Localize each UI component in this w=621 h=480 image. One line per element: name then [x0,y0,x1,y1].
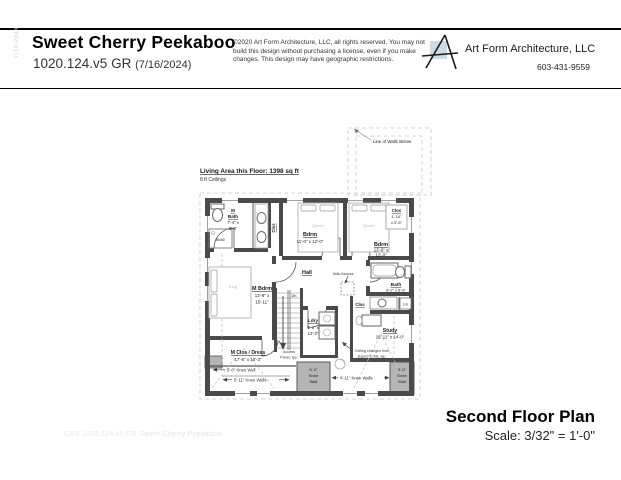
room-label-study: Study [382,328,398,334]
knee-wall-note-511: 5'-11" Knee Walls [234,377,267,383]
room-label-clos2: Clos [355,302,365,307]
plan-version-date: (7/16/2024) [135,59,192,71]
copyright-line: changes. This design may have geographic restrictions. [233,56,394,64]
sheet-scale: Scale: 3/32" = 1'-0" [484,428,595,443]
room-label-bdrm1: Bdrm [302,232,318,238]
room-label-m-clos: M Clos / Dress [230,350,266,356]
copyright-line: build this design without purchasing a license, even if you make [233,47,416,55]
leader-arrowhead [354,129,359,134]
staircase[interactable] [277,290,300,350]
edge-print-text: 7/16/2024 [14,26,20,58]
room-label-ldry: Ldry [307,319,319,324]
knee-box-label: Wall [398,379,406,384]
knee-box-label: Wall [309,379,318,384]
stair-dn-label: Dn [291,293,297,298]
knee-wall-note-411: 4'-11" Knee Walls [340,375,373,381]
room-label-m-bath: Bath [227,214,239,219]
company-name: Art Form Architecture, LLC [465,43,596,55]
room-label-lin: Lin [403,302,408,307]
room-dims-m-bath: 7'-4" x [227,220,239,225]
sheet-title: Second Floor Plan [445,407,595,426]
room-dims-m-bath: 8'-6" [228,226,238,231]
ceiling-change-note: sloped to flat, typ. [357,354,387,359]
room-dims-ldry: 6'-1" x [307,325,319,330]
walls-below-label: Line of Walls Below [373,139,412,144]
company-phone: 603-431-9559 [537,62,590,72]
room-dims-bdrm1: 11'-0" x 12'-0" [296,239,324,244]
knee-box-label: 5'-0" [398,367,406,372]
attic-access-label: Attic Access [333,272,354,276]
shower-size-label: 45x60 [215,238,225,242]
plan-name-title: Sweet Cherry Peekaboo [32,32,236,52]
room-label-m-bath: M [231,208,235,213]
ceiling-change-note: Ceiling changes from [354,349,390,353]
room-label-clos-tr: Clos [391,208,402,213]
room-dims-bdrm2: 12'-0" [375,252,387,258]
room-dims-clos-tr: x 5'-6" [390,220,403,225]
living-area-note: Living Area this Floor: 1398 sq ft [200,168,299,175]
copyright-line: ©2020 Art Form Architecture, LLC, all rights reserved. You may not [233,39,425,46]
room-label-hall: Hall [302,270,312,276]
knee-box-label: 5'-0" [309,367,318,372]
plan-version-number: 1020.124.v5 GR [33,56,132,71]
bed-size-label: Queen [312,223,324,228]
room-dims-clos-tr: 1'-10" [391,214,402,219]
access-panel-note: Panel, typ. [280,355,298,360]
access-panel-note: Access [283,350,295,354]
ceiling-height-note: 8 ft Ceilings [200,177,227,183]
knee-box-label: Knee [308,373,319,378]
room-dims-m-bdrm: 13'-9" x [254,293,270,298]
room-dims-bdrm2: 13'-6" x [373,247,389,253]
room-dims-m-bdrm: 15'-11" [255,299,269,305]
walls-below-outline [348,128,431,195]
room-dims-ldry: 13'-3" [307,331,319,336]
room-label-m-bath-clos: Clos [271,223,276,233]
room-dims-bath2: 8'-2" x 8'-9" [386,287,406,293]
sheet-title-block [446,407,595,443]
room-label-bdrm2: Bdrm [373,242,389,248]
knee-wall-note-left: 5'-0" Knee Wall [227,367,256,373]
bed-size-label: Queen [363,223,375,228]
room-dims-m-clos: 17'-6" x 10'-3" [234,357,262,362]
bed-size-label: King [229,284,237,289]
room-label-m-bdrm: M Bdrm [251,286,273,292]
attic-access-hatch[interactable] [341,282,354,295]
knee-box-label: Knee [397,373,407,378]
sheet-watermark: CRS 1020.124.v5 GR Sweet Cherry Peekaboo [64,431,222,438]
room-label-bath2: Bath [390,283,402,288]
room-dims-study: 15'-11" x 14'-0" [375,334,405,340]
